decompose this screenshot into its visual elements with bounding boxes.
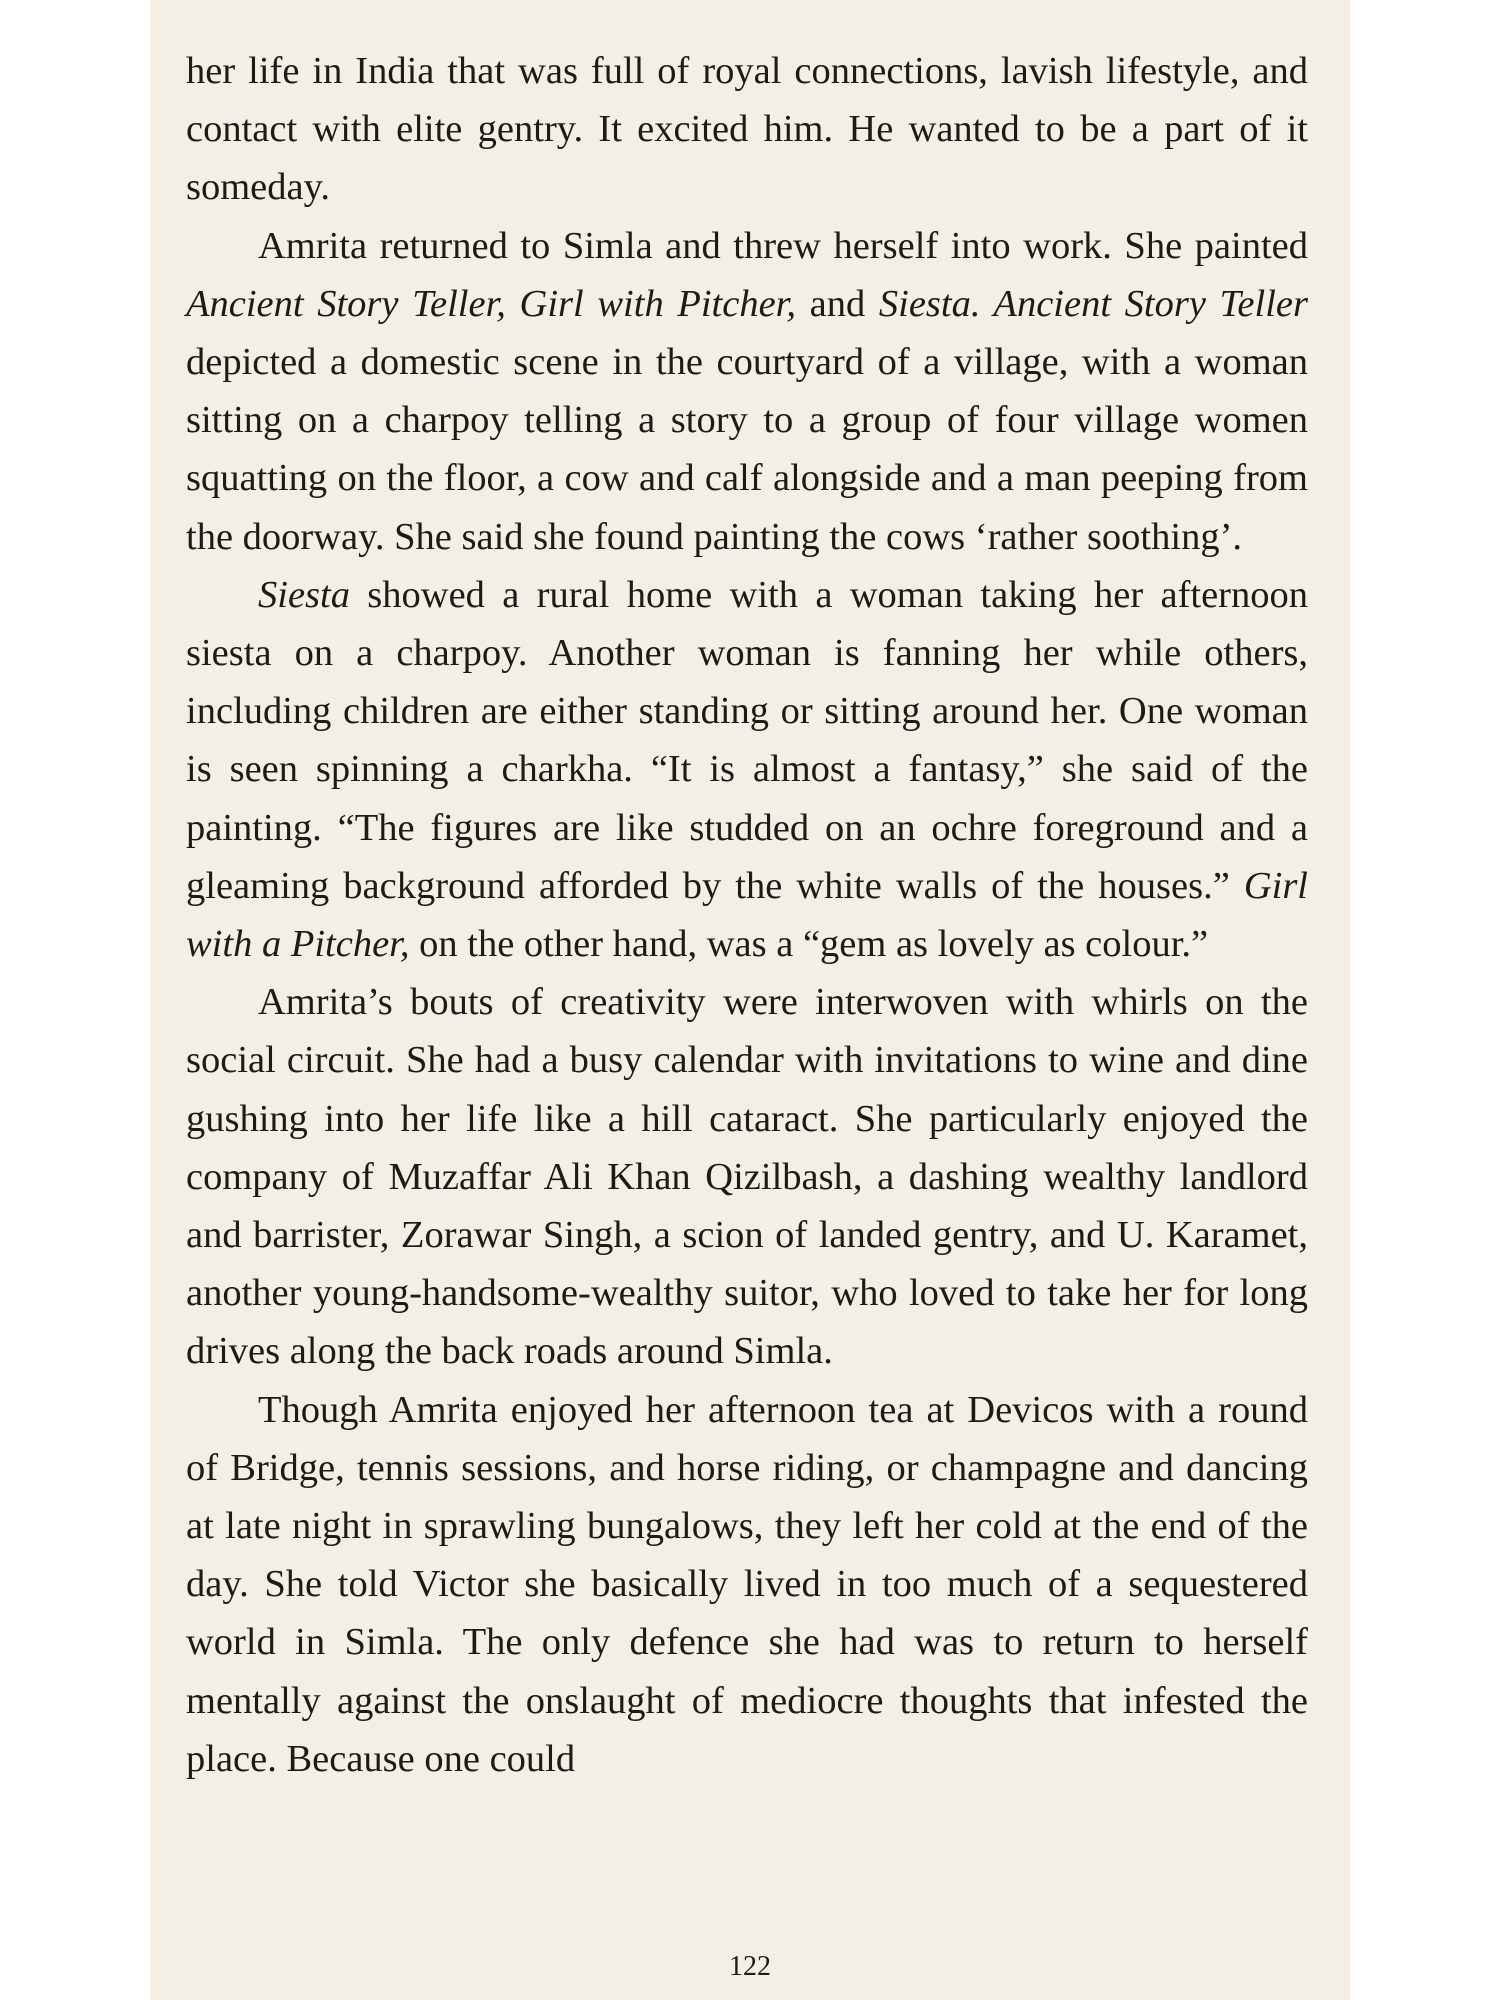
painting-title: Siesta. Ancient Story Teller <box>878 282 1308 325</box>
paragraph <box>186 217 1308 566</box>
paragraph <box>186 1381 1308 1788</box>
painting-title: Siesta <box>258 573 350 616</box>
painting-title: Girl with a Pitcher, <box>186 864 1308 966</box>
paragraph <box>186 973 1308 1380</box>
text-run: depicted a domestic scene in the courtyard of a village, with a woman sitting on a charpoy telling a story to a group of four village women squatting on the floor, a cow and calf alongside and a man peeping from the doorway. She said she found painting the cows ‘rather soothing’. <box>186 341 1308 558</box>
body-text <box>186 42 1308 1788</box>
paragraph <box>186 566 1308 973</box>
paragraph <box>186 42 1308 217</box>
page-number: 122 <box>729 1951 771 1982</box>
text-run: Amrita returned to Simla and threw herself into work. She painted <box>258 224 1308 267</box>
text-run: and <box>796 282 879 325</box>
text-run: showed a rural home with a woman taking her afternoon siesta on a charpoy. Another woman is fanning her while others, including children are either standing or sitting around her. One woman is seen spinning a charkha. “It is almost a fantasy,” she said of the painting. “The figures are like studded on an ochre foreground and a gleaming background afforded by the white walls of the houses.” <box>186 573 1308 907</box>
text-run: Though Amrita enjoyed her afternoon tea at Devicos with a round of Bridge, tennis sessions, and horse riding, or champagne and dancing at late night in sprawling bungalows, they left her cold at the end of the day. She told Victor she basically lived in too much of a sequestered world in Simla. The only defence she had was to return to herself mentally against the onslaught of mediocre thoughts that infested the place. Because one could <box>186 1388 1308 1780</box>
text-run: on the other hand, was a “gem as lovely as colour.” <box>409 923 1209 966</box>
text-run: her life in India that was full of royal connections, lavish lifestyle, and contact with elite gentry. It excited him. He wanted to be a part of it someday. <box>186 50 1308 209</box>
text-run: Amrita’s bouts of creativity were interwoven with whirls on the social circuit. She had a busy calendar with invitations to wine and dine gushing into her life like a hill cataract. She particularly enjoyed the company of Muzaffar Ali Khan Qizilbash, a dashing wealthy landlord and barrister, Zorawar Singh, a scion of landed gentry, and U. Karamet, another young-handsome-wealthy suitor, who loved to take her for long drives along the back roads around Simla. <box>186 981 1308 1373</box>
painting-title: Ancient Story Teller, Girl with Pitcher, <box>186 282 797 325</box>
book-page <box>150 0 1350 2000</box>
